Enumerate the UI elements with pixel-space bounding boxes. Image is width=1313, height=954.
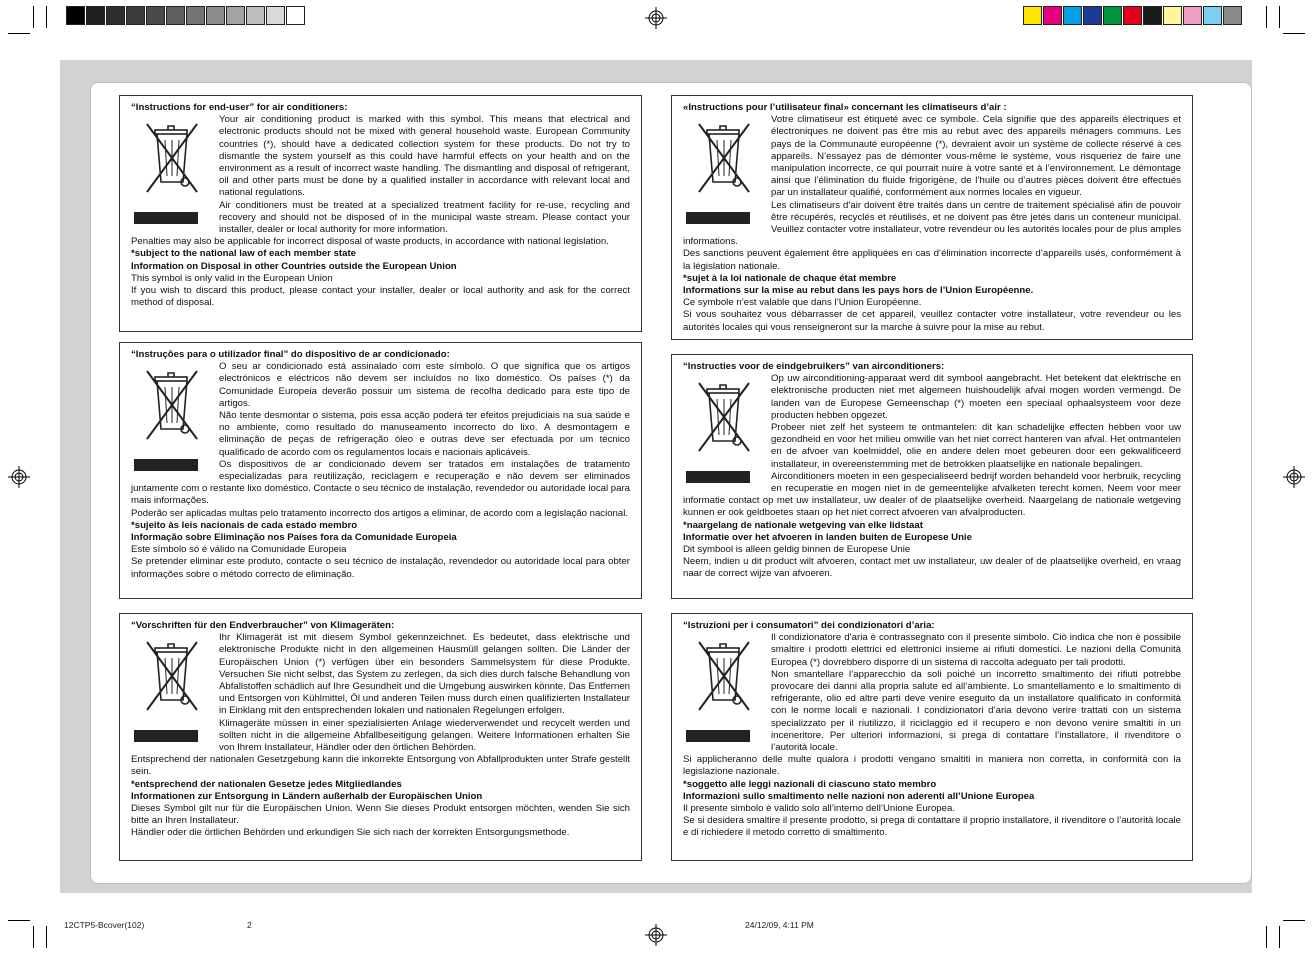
color-swatch bbox=[1063, 6, 1082, 25]
color-swatch bbox=[1103, 6, 1122, 25]
footnote: *naargelang de nationale wetgeving van elke lidstaat bbox=[683, 519, 923, 531]
section-dutch bbox=[671, 354, 1193, 599]
crossed-out-wheelie-bin-icon bbox=[141, 367, 205, 449]
crop-mark bbox=[1283, 920, 1305, 921]
paragraph: Des sanctions peuvent également être appliquées en cas d’élimination incorrecte d’appareils usés, conformément à la législation nationale. bbox=[683, 248, 1181, 272]
paragraph: Op uw airconditioning-apparaat werd dit symbool aangebracht. Het betekent dat elektrische en elektronische producten niet met algemeen huishoudelijk afval mogen worden vermengd. De landen van de Europese Gemeenschap (*) moeten een speciaal ophaalsysteem voor deze producten hebben opgezet. bbox=[771, 373, 1181, 421]
color-swatch bbox=[166, 6, 185, 25]
paragraph: If you wish to discard this product, please contact your installer, dealer or local authority and ask for the correct method of disposal. bbox=[131, 285, 630, 309]
color-swatch bbox=[246, 6, 265, 25]
color-swatch bbox=[206, 6, 225, 25]
paragraph: Your air conditioning product is marked with this symbol. This means that electrical and electronic products should not be mixed with general household waste. European Community countries (*), should have a dedicated collection system for these products. Do not try to dismantle the system yourself as this could have harmful effects on your health and on the environment as a result of incorrect waste handling. The dismantling and disposal of refrigerant, oil and other parts must be done by a qualified installer in accordance with relevant local and national regulations. bbox=[219, 114, 630, 199]
subheading: Information on Disposal in other Countries outside the European Union bbox=[131, 260, 457, 272]
crop-mark bbox=[1279, 926, 1280, 948]
paragraph: Se pretender eliminar este produto, contacte o seu técnico de instalação, revendedor ou autoridade local para obter informações sobre o método correcto de eliminação. bbox=[131, 556, 630, 580]
paragraph: Non smantellare l’apparecchio da soli poiché un incorretto smaltimento dei rifiuti potrebbe provocare dei danni alla propria salute ed all’ambiente. Lo smantellamento e lo smaltimento di refrigerante, olio ed altre parti deve venire eseguito da un installatore qualificato in conformità con le norme locali e nazionali. I condizionatori d’aria devono verire trattati con un sistema specializzato per il riutilizzo, il riciclaggio ed il recupero e non devono venire smaltiti in un inceneritore. Per ulteriori informazioni, si prega di contattare l’installatore, il rivenditore o l’autorità locale. bbox=[771, 668, 1181, 754]
subheading: Informação sobre Eliminação nos Países fora da Comunidade Europeia bbox=[131, 532, 457, 544]
color-swatch bbox=[86, 6, 105, 25]
crop-mark bbox=[1283, 33, 1305, 34]
footer-page-number: 2 bbox=[247, 920, 252, 930]
paragraph: Il presente simbolo è valido solo all’interno dell’Unione Europea. bbox=[683, 803, 955, 815]
registration-mark-icon bbox=[645, 924, 667, 946]
paragraph: Se si desidera smaltire il presente prodotto, si prega di contattare il proprio installatore, il rivenditore o l’autorità locale e di richiedere il metodo corretto di smaltimento. bbox=[683, 815, 1181, 839]
section-french bbox=[671, 95, 1193, 340]
paragraph: Si vous souhaitez vous débarrasser de cet appareil, veuillez contacter votre installateur, votre revendeur ou les autorités locales qui vous renseigneront sur la marche à suivre pour la mise au rebut. bbox=[683, 309, 1181, 333]
subheading: Informations sur la mise au rebut dans les pays hors de l’Union Européenne. bbox=[683, 285, 1034, 297]
paragraph: Probeer niet zelf het systeem te ontmantelen: dit kan schadelijke effecten hebben voor uw gezondheid en voor het milieu omwille van het niet correct hanteren van afval. Het ontmantelen en de afvoer van koelmiddel, olie en andere delen moet gebeuren door een gekwalificeerd installateur, in overeenstemming met de betrokken plaatselijke en nationale bepalingen. bbox=[771, 422, 1181, 470]
paragraph: Entsprechend der nationalen Gesetzgebung kann die inkorrekte Entsorgung von Abfallprodukten unter Strafe gestellt sein. bbox=[131, 754, 630, 778]
crossed-out-wheelie-bin-icon bbox=[693, 120, 757, 202]
crop-mark bbox=[8, 33, 30, 34]
subheading: Informazioni sullo smaltimento nelle nazioni non aderenti all’Unione Europea bbox=[683, 790, 1035, 802]
section-title: “Instructies voor de eindgebruikers” van airconditioners: bbox=[683, 361, 945, 372]
footnote: *entsprechend der nationalen Gesetze jedes Mitgliedlandes bbox=[131, 778, 402, 790]
color-swatch bbox=[1223, 6, 1242, 25]
paragraph: Airconditioners moeten in een gespecialiseerd bedrijf worden behandeld voor herbruik, recycling en recuperatie en mogen niet in de gemeentelijke afvalketen terecht komen. Neem voor meer informatie contact op met uw installateur, uw dealer of de plaatselijke overheid. Naargelang de nationale wetgeving kunnen er ook geldboetes staan op het niet correct afvoeren van afvalproducten. bbox=[683, 470, 1181, 519]
paragraph: Não tente desmontar o sistema, pois essa acção poderá ter efeitos prejudiciais na sua saúde e no ambiente, como resultado do manuseamento incorrecto do lixo. A desmontagem e eliminação de peças de refrigeração óleo e outras deve ser efectuada por um técnico qualificado de acordo com os regulamentos locais e nacionais aplicáveis. bbox=[219, 410, 630, 458]
bin-symbol bbox=[683, 377, 767, 485]
paragraph: Dieses Symbol gilt nur für die Europäischen Union. Wenn Sie dieses Produkt entsorgen möchten, wenden Sie sich bitte an Ihren Installateur. bbox=[131, 803, 630, 827]
crop-mark bbox=[46, 6, 47, 28]
subheading: Informatie over het afvoeren in landen buiten de Europese Unie bbox=[683, 531, 972, 543]
crop-mark bbox=[1279, 6, 1280, 28]
section-title: «Instructions pour l’utilisateur final» concernant les climatiseurs d’air : bbox=[683, 102, 1007, 113]
footer-date: 24/12/09, 4:11 PM bbox=[745, 920, 814, 930]
crop-mark bbox=[46, 926, 47, 948]
color-swatch bbox=[1183, 6, 1202, 25]
paragraph: This symbol is only valid in the European Union bbox=[131, 272, 333, 284]
registration-mark-icon bbox=[1283, 466, 1305, 488]
crop-mark bbox=[8, 920, 30, 921]
color-swatch bbox=[226, 6, 245, 25]
paragraph: Votre climatiseur est étiqueté avec ce symbole. Cela signifie que des appareils électriques et électroniques ne doivent pas être mis au rebut avec des appareils ménagers communs. Les pays de la Communauté européenne (*), devraient avoir un système de collecte réservé à ces appareils. N’essayez pas de démonter vous-même le système, vous risqueriez de faire une manipulation incorrecte, ce qui pourrait nuire à votre santé et à l’environnement. Le démontage ainsi que l’élimination du fluide frigorigène, de l’huile ou d’autres pièces doivent être effectués par un installateur qualifié, conformément aux normes locales en vigueur. bbox=[771, 114, 1181, 199]
paragraph: Os dispositivos de ar condicionado devem ser tratados em instalações de tratamento especializadas para reutilização, reciclagem e recuperação e não devem ser eliminados juntamente com o restante lixo doméstico. Contacte o seu técnico de instalação, revendedor ou autoridade local para mais informações. bbox=[131, 458, 630, 507]
color-swatch bbox=[186, 6, 205, 25]
paragraph: Este símbolo só é válido na Comunidade Europeia bbox=[131, 544, 347, 556]
paragraph: Air conditioners must be treated at a specialized treatment facility for re-use, recycling and recovery and should not be disposed of in the municipal waste stream. Please contact your installer, dealer or local authority for more information. bbox=[219, 199, 630, 236]
color-swatch bbox=[146, 6, 165, 25]
crossed-out-wheelie-bin-icon bbox=[141, 120, 205, 202]
bin-symbol bbox=[131, 118, 215, 226]
footer-filename: 12CTP5-Bcover(102) bbox=[64, 920, 145, 930]
registration-mark-icon bbox=[645, 7, 667, 29]
section-title: “Instruções para o utilizador final” do dispositivo de ar condicionado: bbox=[131, 349, 450, 360]
color-swatch bbox=[1043, 6, 1062, 25]
paragraph: Dit symbool is alleen geldig binnen de Europese Unie bbox=[683, 544, 911, 556]
footnote: *soggetto alle leggi nazionali di ciascuno stato membro bbox=[683, 778, 937, 790]
paragraph: Poderão ser aplicadas multas pelo tratamento incorrecto dos artigos a eliminar, de acordo com a legislação nacional. bbox=[131, 507, 629, 519]
section-english bbox=[119, 95, 642, 332]
paragraph: Händler oder die örtlichen Behörden und erkundigen Sie sich nach der korrekten Entsorgungsmethode. bbox=[131, 827, 570, 839]
subheading: Informationen zur Entsorgung in Ländern außerhalb der Europäischen Union bbox=[131, 790, 483, 802]
paragraph: Les climatiseurs d’air doivent être traités dans un centre de traitement spécialisé afin de pouvoir être récupérés, recyclés et réutilisés, et ne doivent pas être jetés dans un conteneur municipal. Veuillez contacter votre installateur, votre revendeur ou les autorités locales pour de plus amples informations. bbox=[683, 199, 1181, 248]
color-swatch bbox=[1203, 6, 1222, 25]
section-title: “Vorschriften für den Endverbraucher” von Klimageräten: bbox=[131, 620, 395, 631]
crop-mark bbox=[1266, 6, 1267, 28]
color-swatch bbox=[66, 6, 85, 25]
section-portuguese bbox=[119, 342, 642, 599]
color-swatch bbox=[126, 6, 145, 25]
bin-symbol bbox=[683, 636, 767, 744]
crossed-out-wheelie-bin-icon bbox=[693, 638, 757, 720]
color-swatch bbox=[266, 6, 285, 25]
color-swatch bbox=[286, 6, 305, 25]
bin-symbol bbox=[683, 118, 767, 226]
paragraph: Si applicheranno delle multe qualora i prodotti vengano smaltiti in maniera non corretta, in conformità con la legislazione nazionale. bbox=[683, 754, 1181, 778]
color-swatch bbox=[1023, 6, 1042, 25]
color-swatch bbox=[1143, 6, 1162, 25]
crop-mark bbox=[33, 6, 34, 28]
bin-symbol bbox=[131, 365, 215, 473]
section-title: “Instructions for end-user” for air conditioners: bbox=[131, 102, 348, 113]
paragraph: Klimageräte müssen in einer spezialisierten Anlage wiederverwendet und recycelt werden und sollten nicht in die allgemeine Abfallbeseitigung gelangen. Weitere Informationen erhalten Sie von Ihrem Installateur, Händler oder den örtlichen Behörden. bbox=[219, 717, 630, 754]
registration-mark-icon bbox=[8, 466, 30, 488]
crossed-out-wheelie-bin-icon bbox=[693, 379, 757, 461]
paragraph: Ce symbole n’est valable que dans l’Union Européenne. bbox=[683, 297, 922, 309]
color-swatch bbox=[1123, 6, 1142, 25]
section-italian bbox=[671, 613, 1193, 861]
color-swatch bbox=[1083, 6, 1102, 25]
footnote: *sujet à la loi nationale de chaque état membre bbox=[683, 272, 897, 284]
gray-color-bar bbox=[66, 6, 306, 25]
footnote: *subject to the national law of each member state bbox=[131, 248, 356, 260]
footnote: *sujeito às leis nacionais de cada estado membro bbox=[131, 519, 358, 531]
paragraph: Penalties may also be applicable for incorrect disposal of waste products, in accordance with national legislation. bbox=[131, 236, 609, 248]
paragraph: O seu ar condicionado está assinalado com este símbolo. O que significa que os artigos electrónicos e eléctricos não devem ser incluídos no lixo doméstico. Os países (*) da Comunidade Europeia deverão possuir um sistema de recolha dedicado para este tipo de artigos. bbox=[219, 361, 630, 409]
color-swatch bbox=[106, 6, 125, 25]
process-color-bar bbox=[1023, 6, 1243, 25]
paragraph: Il condizionatore d’aria è contrassegnato con il presente simbolo. Ciò indica che non è possibile smaltire i prodotti elettrici ed elettronici insieme ai rifiuti domestici. Le nazioni della Comunità Europea (*) dovrebbero disporre di un sistema di raccolta adeguato per tali prodotti. bbox=[771, 632, 1181, 668]
paragraph: Ihr Klimagerät ist mit diesem Symbol gekennzeichnet. Es bedeutet, dass elektrische und elektronische Produkte nicht in den allgemeinen Hausmüll gelangen sollten. Die Länder der Europäischen Union (*) verfügen über ein besonders Sammelsystem für diese Produkte. Versuchen Sie nicht selbst, das System zu zerlegen, da sich dies durch falsche Behandlung von Abfallstoffen schädlich auf Ihre Gesundheit und die Umgebung auswirken könnte. Das Entfernen und Entsorgen von Kühlmittel, Öl und anderen Teilen muss durch einen qualifizierten Installateur in Einklang mit den entsprechenden lokalen und nationalen Regelungen erfolgen. bbox=[219, 632, 630, 717]
crop-mark bbox=[1266, 926, 1267, 948]
bin-symbol bbox=[131, 636, 215, 744]
crossed-out-wheelie-bin-icon bbox=[141, 638, 205, 720]
paragraph: Neem, indien u dit product wilt afvoeren, contact met uw installateur, uw dealer of de plaatselijke overheid, en vraag naar de correct wijze van afvoeren. bbox=[683, 556, 1181, 580]
color-swatch bbox=[1163, 6, 1182, 25]
section-title: “Istruzioni per i consumatori” dei condizionatori d’aria: bbox=[683, 620, 935, 631]
section-german bbox=[119, 613, 642, 861]
crop-mark bbox=[33, 926, 34, 948]
